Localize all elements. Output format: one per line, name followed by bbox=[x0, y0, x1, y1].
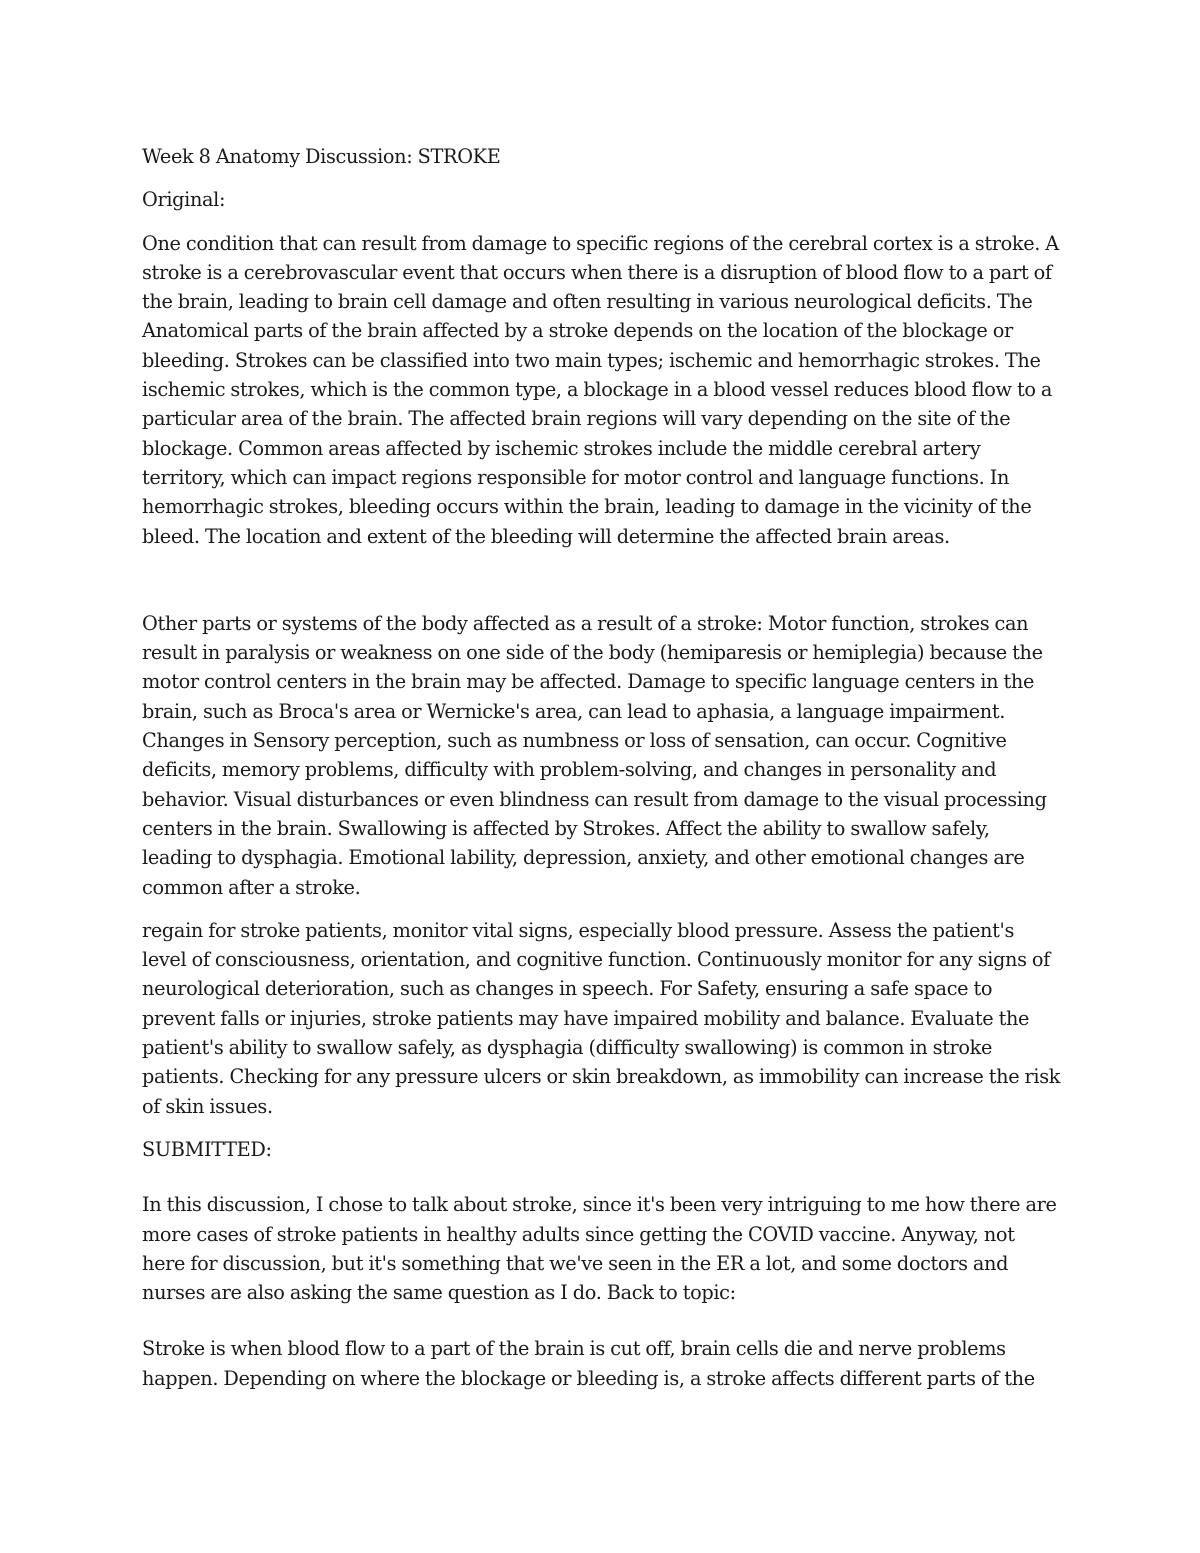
document-title: Week 8 Anatomy Discussion: STROKE bbox=[142, 145, 501, 168]
submitted-paragraph-1: In this discussion, I chose to talk about stroke, since it's been very intriguing to me how there are more cases of stroke patients in healthy adults since getting the COVID vaccine. Anyway, not here for discussion, but it's something that we've seen in the ER a lot, and some doctors and nurses are also asking the same question as I do. Back to topic: bbox=[142, 1193, 1057, 1305]
submitted-paragraph-2: Stroke is when blood flow to a part of the brain is cut off, brain cells die and nerve problems happen. Depending on where the blockage or bleeding is, a stroke affects different parts of the bbox=[142, 1337, 1035, 1390]
original-paragraph-3: regain for stroke patients, monitor vital signs, especially blood pressure. Assess the patient's level of consciousness, orientation, and cognitive function. Continuously monitor for any signs of neurological deterioration, such as changes in speech. For Safety, ensuring a safe space to prevent falls or injuries, stroke patients may have impaired mobility and balance. Evaluate the patient's ability to swallow safely, as dysphagia (difficulty swallowing) is common in stroke patients. Checking for any pressure ulcers or skin breakdown, as immobility can increase the risk of skin issues. bbox=[142, 918, 1061, 1118]
original-paragraph-1: One condition that can result from damage to specific regions of the cerebral cortex is a stroke. A stroke is a cerebrovascular event that occurs when there is a disruption of blood flow to a part of the brain, leading to brain cell damage and often resulting in various neurological deficits. The Anatomical parts of the brain affected by a stroke depends on the location of the blockage or bleeding. Strokes can be classified into two main types; ischemic and hemorrhagic strokes. The ischemic strokes, which is the common type, a blockage in a blood vessel reduces blood flow to a particular area of the brain. The affected brain regions will vary depending on the site of the blockage. Common areas affected by ischemic strokes include the middle cerebral artery territory, which can impact regions responsible for motor control and language functions. In hemorrhagic strokes, bleeding occurs within the brain, leading to damage in the vicinity of the bleed. The location and extent of the bleeding will determine the affected brain areas. bbox=[142, 231, 1059, 548]
original-label: Original: bbox=[142, 188, 226, 212]
document-page bbox=[142, 142, 1062, 1407]
submitted-label: SUBMITTED: bbox=[142, 1137, 272, 1161]
original-paragraph-2: Other parts or systems of the body affected as a result of a stroke: Motor function, strokes can result in paralysis or weakness on one side of the body (hemiparesis or hemiplegia) because the motor control centers in the brain may be affected. Damage to specific language centers in the brain, such as Broca's area or Wernicke's area, can lead to aphasia, a language impairment. Changes in Sensory perception, such as numbness or loss of sensation, can occur. Cognitive deficits, memory problems, difficulty with problem-solving, and changes in personality and behavior. Visual disturbances or even blindness can result from damage to the visual processing centers in the brain. Swallowing is affected by Strokes. Affect the ability to swallow safely, leading to dysphagia. Emotional lability, depression, anxiety, and other emotional changes are common after a stroke. bbox=[142, 611, 1047, 899]
